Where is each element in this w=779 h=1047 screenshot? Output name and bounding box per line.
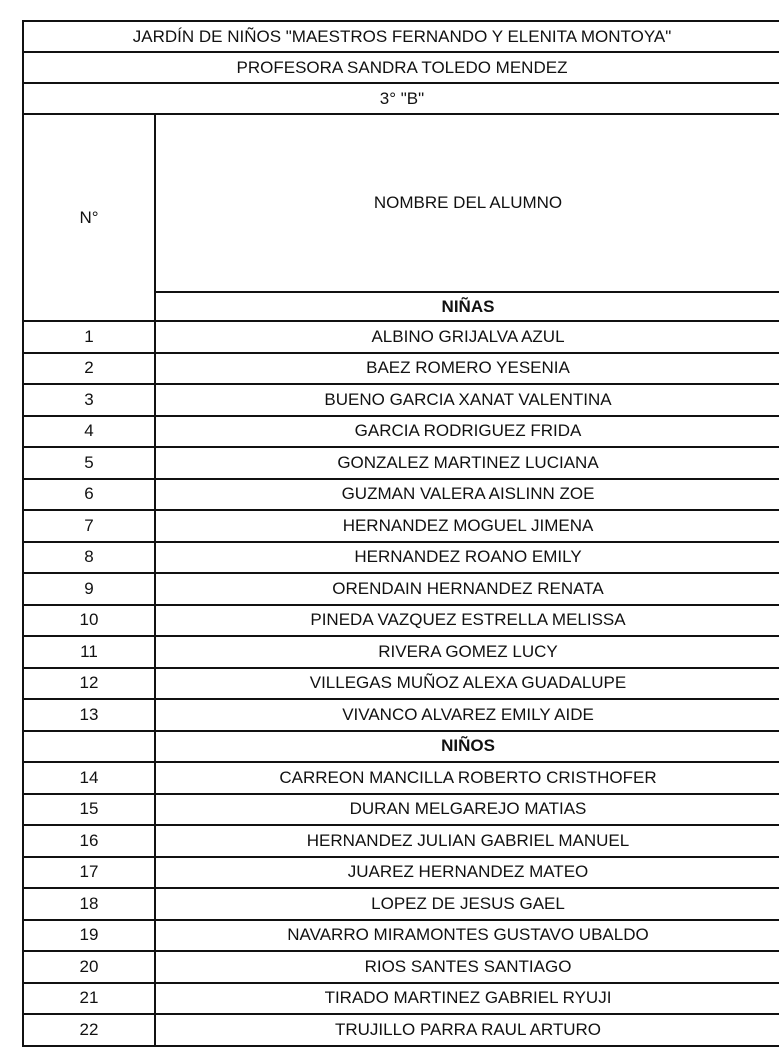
student-name: HERNANDEZ ROANO EMILY bbox=[354, 547, 582, 567]
student-number: 1 bbox=[24, 322, 156, 352]
student-name: BUENO GARCIA XANAT VALENTINA bbox=[324, 389, 612, 409]
student-name: VILLEGAS MUÑOZ ALEXA GUADALUPE bbox=[309, 673, 627, 693]
student-name: CARREON MANCILLA ROBERTO CRISTHOFER bbox=[279, 767, 657, 787]
teacher-name: PROFESORA SANDRA TOLEDO MENDEZ bbox=[22, 51, 779, 82]
student-name: DURAN MELGAREJO MATIAS bbox=[349, 799, 587, 819]
name-header-wrap bbox=[156, 115, 779, 320]
student-name: RIOS SANTES SANTIAGO bbox=[364, 956, 572, 976]
student-roster-table bbox=[22, 20, 779, 1047]
student-name: HERNANDEZ MOGUEL JIMENA bbox=[342, 515, 594, 535]
student-row bbox=[22, 635, 779, 667]
student-number: 21 bbox=[24, 984, 156, 1014]
student-row bbox=[22, 698, 779, 730]
student-row bbox=[22, 887, 779, 919]
student-name: GARCIA RODRIGUEZ FRIDA bbox=[354, 421, 582, 441]
number-column-header: N° bbox=[24, 115, 156, 320]
student-row bbox=[22, 793, 779, 825]
student-name: VIVANCO ALVAREZ EMILY AIDE bbox=[342, 704, 594, 724]
student-number: 19 bbox=[24, 921, 156, 951]
student-number: 15 bbox=[24, 795, 156, 825]
student-name: TRUJILLO PARRA RAUL ARTURO bbox=[334, 1019, 602, 1039]
student-number: 12 bbox=[24, 669, 156, 699]
student-row bbox=[22, 856, 779, 888]
student-row bbox=[22, 415, 779, 447]
name-column-header: NOMBRE DEL ALUMNO bbox=[156, 115, 779, 293]
student-name: GONZALEZ MARTINEZ LUCIANA bbox=[337, 452, 599, 472]
student-row bbox=[22, 982, 779, 1014]
section-row bbox=[22, 730, 779, 762]
student-name: RIVERA GOMEZ LUCY bbox=[378, 641, 558, 661]
student-number: 22 bbox=[24, 1015, 156, 1045]
student-number: 13 bbox=[24, 700, 156, 730]
student-name: ORENDAIN HERNANDEZ RENATA bbox=[332, 578, 604, 598]
student-number: 3 bbox=[24, 385, 156, 415]
student-name: TIRADO MARTINEZ GABRIEL RYUJI bbox=[324, 988, 612, 1008]
student-row bbox=[22, 352, 779, 384]
student-name: HERNANDEZ JULIAN GABRIEL MANUEL bbox=[306, 830, 630, 850]
student-row bbox=[22, 824, 779, 856]
student-row bbox=[22, 572, 779, 604]
student-name: BAEZ ROMERO YESENIA bbox=[366, 358, 570, 378]
student-row bbox=[22, 541, 779, 573]
student-number: 10 bbox=[24, 606, 156, 636]
student-number: 14 bbox=[24, 763, 156, 793]
student-number: 4 bbox=[24, 417, 156, 447]
student-number: 2 bbox=[24, 354, 156, 384]
student-name: LOPEZ DE JESUS GAEL bbox=[371, 893, 565, 913]
student-row bbox=[22, 604, 779, 636]
school-name: JARDÍN DE NIÑOS "MAESTROS FERNANDO Y ELENITA MONTOYA" bbox=[22, 20, 779, 51]
student-number: 16 bbox=[24, 826, 156, 856]
student-number: 17 bbox=[24, 858, 156, 888]
student-row bbox=[22, 761, 779, 793]
student-name: NAVARRO MIRAMONTES GUSTAVO UBALDO bbox=[287, 925, 649, 945]
student-number: 20 bbox=[24, 952, 156, 982]
student-row bbox=[22, 320, 779, 352]
student-row bbox=[22, 950, 779, 982]
student-number: 8 bbox=[24, 543, 156, 573]
student-number: 7 bbox=[24, 511, 156, 541]
student-row bbox=[22, 919, 779, 951]
student-number: 11 bbox=[24, 637, 156, 667]
student-number: 5 bbox=[24, 448, 156, 478]
student-number bbox=[24, 732, 156, 762]
student-row bbox=[22, 509, 779, 541]
student-number: 6 bbox=[24, 480, 156, 510]
girls-section-title: NIÑAS bbox=[441, 296, 495, 316]
student-name: JUAREZ HERNANDEZ MATEO bbox=[347, 862, 589, 882]
student-list bbox=[22, 320, 779, 1047]
group-name: 3° "B" bbox=[22, 82, 779, 113]
student-name: GUZMAN VALERA AISLINN ZOE bbox=[341, 484, 595, 504]
section-title: NIÑOS bbox=[441, 736, 495, 756]
column-header bbox=[22, 113, 779, 320]
student-row bbox=[22, 667, 779, 699]
student-row bbox=[22, 446, 779, 478]
student-row bbox=[22, 1013, 779, 1045]
student-row bbox=[22, 383, 779, 415]
student-name: ALBINO GRIJALVA AZUL bbox=[371, 326, 565, 346]
student-row bbox=[22, 478, 779, 510]
student-number: 9 bbox=[24, 574, 156, 604]
student-number: 18 bbox=[24, 889, 156, 919]
student-name: PINEDA VAZQUEZ ESTRELLA MELISSA bbox=[310, 610, 626, 630]
